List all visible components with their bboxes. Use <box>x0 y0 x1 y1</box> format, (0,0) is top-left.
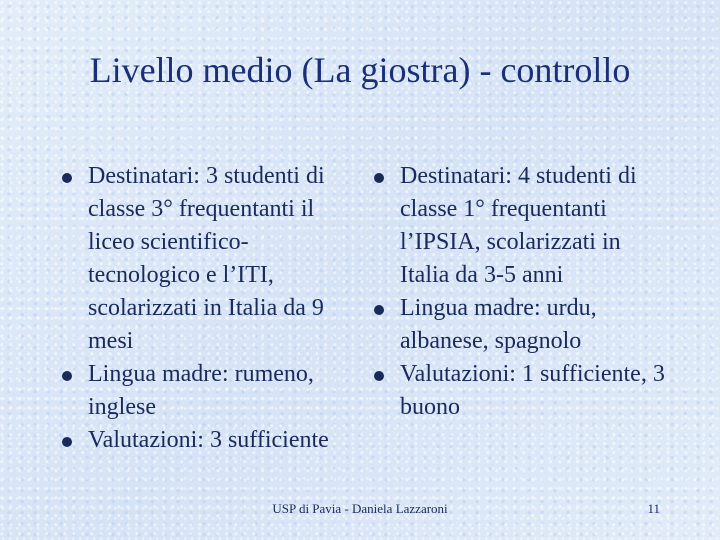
bullet-text: Lingua madre: urdu, albanese, spagnolo <box>400 295 597 354</box>
bullet-icon <box>374 173 384 183</box>
list-item <box>60 160 360 358</box>
left-bullet-list <box>60 160 360 457</box>
page-number: 11 <box>647 501 660 516</box>
slide-title: Livello medio (La giostra) - controllo <box>89 50 631 90</box>
list-item <box>372 358 672 424</box>
list-item <box>372 292 672 358</box>
list-item <box>60 424 360 457</box>
list-item <box>60 358 360 424</box>
list-item <box>372 160 672 292</box>
bullet-text: Lingua madre: rumeno, inglese <box>88 361 314 420</box>
bullet-text: Valutazioni: 1 sufficiente, 3 buono <box>400 361 665 420</box>
bullet-icon <box>62 371 72 381</box>
bullet-text: Destinatari: 3 studenti di classe 3° frequentanti il liceo scientifico-tecnologico e l’ITI, scolarizzati in Italia da 9 mesi <box>88 163 325 354</box>
bullet-text: Valutazioni: 3 sufficiente <box>88 427 329 453</box>
bullet-icon <box>62 173 72 183</box>
bullet-icon <box>374 371 384 381</box>
bullet-icon <box>374 305 384 315</box>
right-bullet-list <box>372 160 672 424</box>
bullet-text: Destinatari: 4 studenti di classe 1° frequentanti l’IPSIA, scolarizzati in Italia da 3-5 anni <box>400 163 637 288</box>
bullet-icon <box>62 437 72 447</box>
slide-footer: USP di Pavia - Daniela Lazzaroni <box>272 501 448 516</box>
